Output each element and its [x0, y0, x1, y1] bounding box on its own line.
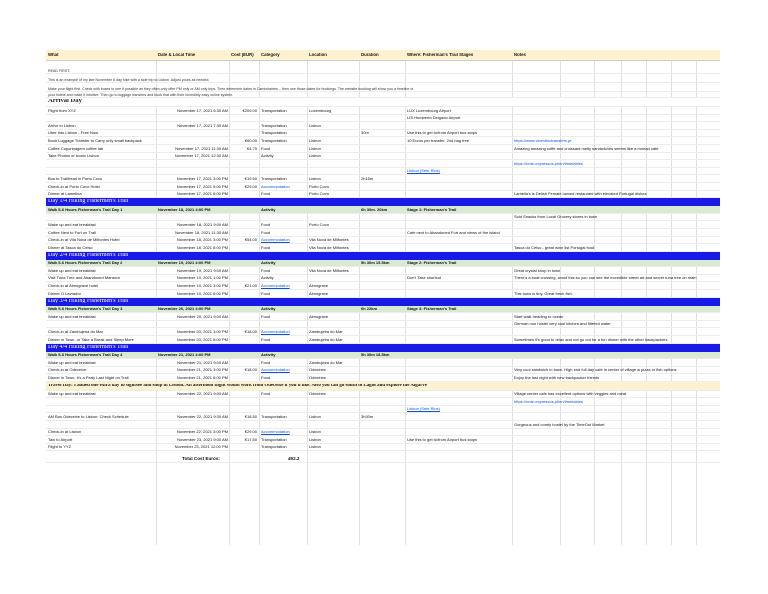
cell-date[interactable]: November 20, 2021 3:00 PM: [176, 330, 228, 335]
cell-location[interactable]: Vila Nova de Milfontes: [309, 268, 349, 273]
cell-category[interactable]: Activity: [261, 154, 274, 159]
day-4-walk-row[interactable]: [46, 352, 720, 360]
day-4-rows: [46, 359, 720, 382]
cell-what[interactable]: Flight to YYZ: [48, 445, 72, 450]
walk-cell-where[interactable]: Stage 1: Fisherman's Trail: [407, 207, 457, 212]
cell-date[interactable]: November 20, 2021 8:00 PM: [176, 337, 228, 342]
header-category[interactable]: Category: [261, 53, 280, 58]
cell-what[interactable]: Taxi to Airport: [48, 437, 73, 442]
cell-location[interactable]: Porto Covo: [309, 222, 330, 227]
day-2-walk-row[interactable]: [46, 260, 720, 268]
section-arrival-title: Arrival Day: [48, 99, 82, 104]
cell-where[interactable]: Lisbon (Sete Rios): [407, 407, 440, 412]
day-1-walk-row[interactable]: [46, 206, 720, 214]
arrival-row[interactable]: [46, 191, 720, 199]
cell-where[interactable]: Use this to get to/from Airport bus stops: [407, 437, 478, 442]
cell-cost[interactable]: €19.50: [244, 176, 257, 181]
cell-where[interactable]: Don't Take shortcut: [407, 276, 442, 281]
travelday-row[interactable]: [46, 436, 720, 444]
cell-category[interactable]: Food: [261, 291, 271, 296]
cell-cost[interactable]: €18.00: [244, 330, 257, 335]
total-row: [46, 455, 720, 463]
cell-location[interactable]: Odeceixe: [309, 376, 326, 380]
day4-row[interactable]: [46, 367, 720, 375]
cell-date[interactable]: November 18, 2021 9:00 AM: [177, 222, 228, 227]
cell-date[interactable]: November 21, 2021 3:00 PM: [176, 368, 228, 373]
cell-location[interactable]: Porto Covo: [309, 192, 330, 197]
cell-what[interactable]: Check-in at Almograve hotel: [48, 284, 99, 289]
cell-category[interactable]: Food: [261, 245, 271, 250]
cell-notes[interactable]: Sometimes it's good to relax and not go out for a fun dinner with the other backpackers: [514, 337, 668, 342]
cell-what[interactable]: Take Photos of Iconic Lisbon: [48, 154, 99, 159]
walk-cell-where[interactable]: Stage 2: Fisherman's Trail: [407, 261, 457, 266]
walk-cell-what[interactable]: Walk 5-6 Hours Fisherman's Trail Day 2: [48, 261, 123, 266]
day1-row[interactable]: [46, 221, 720, 229]
cell-cost[interactable]: €18.50: [244, 414, 257, 419]
cell-date[interactable]: November 19, 2021 8:00 PM: [176, 291, 228, 296]
spreadsheet-grid[interactable]: [46, 50, 720, 463]
section-arrival: [46, 98, 720, 107]
arrival-row[interactable]: [46, 168, 720, 176]
cell-cost[interactable]: €18.00: [244, 368, 257, 373]
cell-date[interactable]: November 17, 2021 6:30 AM: [177, 108, 228, 113]
cell-category[interactable]: Food: [261, 146, 271, 151]
travelday-row[interactable]: [46, 413, 720, 421]
cell-cost[interactable]: €29.00: [244, 184, 257, 189]
cell-category[interactable]: Accommodation: [261, 330, 290, 335]
cell-what[interactable]: Check-in at Odeceixe: [48, 368, 87, 373]
cell-date[interactable]: November 17, 2021 7:30 AM: [177, 123, 228, 128]
cell-date[interactable]: November 21, 2021 9:00 AM: [177, 360, 228, 365]
cell-cost[interactable]: €54.00: [244, 238, 257, 243]
cell-category[interactable]: Food: [261, 192, 271, 197]
walk-cell-where[interactable]: Stage 3: Fisherman's Trail: [407, 307, 457, 312]
day-banner-2: Day 2/4 Hiking Fishermen's Trail: [46, 252, 720, 260]
cell-what[interactable]: Coffee Coporinagem coffee lab: [48, 146, 104, 151]
intro-line1: This is an example of my late November 6 day hike with a side trip to Lisbon. Adjust yours as needed.: [46, 77, 720, 83]
cell-date[interactable]: November 23, 2021 12:00 PM: [174, 445, 228, 450]
day-banner-3: Day 3/4 Hiking Fishermen's Trail: [46, 298, 720, 306]
cell-location[interactable]: Zambujeira do Mar: [309, 360, 343, 365]
cell-what[interactable]: Dinner in Town, or Take a Break and Sleep More: [48, 337, 134, 342]
cell-cost[interactable]: €60.00: [244, 138, 257, 143]
walk-cell-date[interactable]: November 20, 2021 4:00 PM: [158, 307, 211, 312]
travelday-row[interactable]: [46, 444, 720, 452]
cell-category[interactable]: Accommodation: [261, 368, 290, 373]
cell-category[interactable]: Transportation: [261, 123, 287, 128]
travel-day-banner: Travel Day: I added one extra day to sightsee and shop in Lisbon. An afternoon flight would work from Odeceixe if you'd like. Also you can go south to Lagos and explore the Algarve: [46, 382, 720, 391]
day1-row[interactable]: [46, 244, 720, 252]
cell-location[interactable]: Lisbon: [309, 146, 321, 151]
cell-category[interactable]: Food: [261, 268, 271, 273]
cell-category[interactable]: Transportation: [261, 176, 287, 181]
intro-readfirst: READ FIRST:: [46, 68, 720, 74]
cell-cost[interactable]: €29.00: [244, 430, 257, 435]
cell-category[interactable]: Food: [261, 230, 271, 235]
travelday-row[interactable]: [46, 421, 720, 429]
walk-cell-date[interactable]: November 21, 2021 4:00 PM: [158, 353, 211, 358]
cell-date[interactable]: November 22, 2021 3:00 PM: [176, 430, 228, 435]
cell-where[interactable]: 10 Euros per transfer, 2nd bag free: [407, 138, 470, 143]
arrival-row[interactable]: [46, 175, 720, 183]
cell-location[interactable]: Almograve: [309, 314, 329, 319]
cell-notes[interactable]: Very cool sandwich in town. High end full day cafe in center of village w pizza or fish options: [514, 368, 677, 373]
cell-what[interactable]: AM Bus Odeceixe to Lisbon: Check Schedule: [48, 414, 129, 419]
cell-category[interactable]: Transportation: [261, 445, 287, 450]
arrival-row[interactable]: [46, 137, 720, 145]
day3-row[interactable]: [46, 328, 720, 336]
walk-cell-date[interactable]: November 18, 2021 4:00 PM: [158, 207, 211, 212]
header-location[interactable]: Location: [309, 53, 327, 58]
day1-row[interactable]: [46, 237, 720, 245]
walk-cell-duration[interactable]: 5h 30m 18.5km: [361, 353, 390, 358]
cell-date[interactable]: November 20, 2021 9:00 AM: [177, 314, 228, 319]
walk-cell-category[interactable]: Activity: [261, 307, 276, 312]
cell-location[interactable]: Lisbon: [309, 437, 321, 442]
cell-date[interactable]: November 19, 2021 3:00 PM: [176, 284, 228, 289]
cell-what[interactable]: Wake up and eat breakfast: [48, 268, 96, 273]
day2-row[interactable]: [46, 267, 720, 275]
cell-location[interactable]: Lisbon: [309, 445, 321, 450]
cell-category[interactable]: Transportation: [261, 138, 287, 143]
cell-location[interactable]: Lisbon: [309, 138, 321, 143]
cell-location[interactable]: Almograve: [309, 291, 329, 296]
travelday-row[interactable]: [46, 406, 720, 414]
day4-row[interactable]: [46, 374, 720, 382]
header-duration[interactable]: Duration: [361, 53, 379, 58]
cell-cost[interactable]: €21.00: [244, 284, 257, 289]
arrival-row[interactable]: [46, 107, 720, 115]
header-cost[interactable]: Cost (EUR): [231, 53, 254, 58]
cell-notes[interactable]: Sold Snacks from Local Grocery stores in town: [514, 215, 598, 220]
cell-location[interactable]: Lisbon: [309, 154, 321, 159]
cell-date[interactable]: November 19, 2021 9:00 AM: [177, 268, 228, 273]
cell-category[interactable]: Activity: [261, 276, 274, 281]
cell-cost[interactable]: €17.50: [244, 437, 257, 442]
walk-cell-what[interactable]: Walk 5-6 Hours Fisherman's Trail Day 3: [48, 307, 123, 312]
travelday-row[interactable]: [46, 429, 720, 437]
cell-cost[interactable]: €209.00: [242, 108, 257, 113]
day-3-rows: [46, 313, 720, 343]
cell-category[interactable]: Accommodation: [261, 184, 290, 189]
cell-notes[interactable]: German non hostel very cool kitchen and filtered water: [514, 322, 611, 327]
cell-what[interactable]: Check-in at Zambujeira du Mar: [48, 330, 103, 335]
cell-date[interactable]: November 18, 2021 8:00 PM: [176, 245, 228, 250]
cell-location[interactable]: Porto Covo: [309, 184, 330, 189]
cell-date[interactable]: November 22, 2021 9:30 AM: [177, 414, 228, 419]
day1-row[interactable]: [46, 214, 720, 222]
cell-what[interactable]: Wake up and eat breakfast: [48, 222, 96, 227]
walk-cell-what[interactable]: Walk 5-6 Hours Fisherman's Trail Day 4: [48, 353, 123, 358]
cell-location[interactable]: Almograve: [309, 284, 329, 289]
cell-duration[interactable]: 30m: [361, 131, 369, 136]
header-date[interactable]: Date & Local Time: [158, 53, 196, 58]
cell-date[interactable]: November 23, 2021 9:00 AM: [177, 437, 228, 442]
cell-location[interactable]: Lisbon: [309, 414, 321, 419]
cell-category[interactable]: Transportation: [261, 131, 287, 136]
arrival-row[interactable]: [46, 160, 720, 168]
walk-cell-category[interactable]: Activity: [261, 261, 276, 266]
total-label: Total Cost Euros:: [182, 457, 220, 462]
day-2-rows: [46, 267, 720, 297]
cell-what[interactable]: Uber into Lisbon - Free Now: [48, 131, 99, 136]
day3-row[interactable]: [46, 313, 720, 321]
cell-location[interactable]: Zambujeira do Mar: [309, 330, 343, 335]
cell-date[interactable]: November 22, 2021 9:00 AM: [177, 392, 228, 397]
day3-row[interactable]: [46, 336, 720, 344]
header-notes[interactable]: Notes: [514, 53, 526, 58]
arrival-row[interactable]: [46, 122, 720, 130]
arrival-row[interactable]: [46, 115, 720, 123]
arrival-row[interactable]: [46, 153, 720, 161]
cell-category[interactable]: Accommodation: [261, 238, 290, 243]
cell-category[interactable]: Transportation: [261, 108, 287, 113]
walk-cell-category[interactable]: Activity: [261, 353, 276, 358]
intro-line3: your hotels and make it intuitive. Then go to luggage transfers and book that with their incredibly easy online system.: [46, 92, 720, 98]
arrival-row[interactable]: [46, 145, 720, 153]
cell-where[interactable]: Lisbon (Sete Rios): [407, 169, 440, 174]
cell-notes[interactable]: Start walk heading to ocean: [514, 314, 564, 319]
travelday-row[interactable]: [46, 391, 720, 399]
cell-what[interactable]: Wake up and eat breakfast: [48, 392, 96, 397]
cell-category[interactable]: Transportation: [261, 414, 287, 419]
cell-what[interactable]: Wake up and eat breakfast: [48, 314, 96, 319]
walk-cell-what[interactable]: Walk 5-6 Hours Fisherman's Trail Day 1: [48, 207, 123, 212]
cell-category[interactable]: Accommodation: [261, 430, 290, 435]
cell-location[interactable]: Vila Nova de Milfontes: [309, 238, 349, 243]
cell-notes[interactable]: Lamelia's is Delish Female owned restaurant with elevated Portugal dishes: [514, 192, 647, 197]
cell-what[interactable]: Dinner at Tasca do Celso: [48, 245, 93, 250]
cell-location[interactable]: Lisbon: [309, 430, 321, 435]
day-1-rows: [46, 214, 720, 252]
cell-what[interactable]: Dinner at Lamelina: [48, 192, 82, 197]
cell-duration[interactable]: 3h30m: [361, 414, 374, 419]
header-row: [46, 50, 720, 61]
cell-date[interactable]: November 18, 2021 3:00 PM: [176, 238, 228, 243]
day2-row[interactable]: [46, 282, 720, 290]
walk-cell-duration[interactable]: 6h 30m. 20km: [361, 207, 388, 212]
cell-what[interactable]: Dinner in Town, it's a Party Last Night on Trail: [48, 376, 129, 380]
cell-notes[interactable]: This town is tiny. Great fresh fish.: [514, 291, 573, 296]
cell-category[interactable]: Food: [261, 392, 271, 397]
cell-what[interactable]: Flight from XYZ: [48, 108, 76, 113]
cell-category[interactable]: Food: [261, 376, 271, 380]
cell-category[interactable]: Food: [261, 222, 271, 227]
cell-date[interactable]: November 17, 2021 12:30 AM: [174, 154, 228, 159]
cell-notes[interactable]: Enjoy the last night with new backpacker friends: [514, 376, 600, 380]
cell-notes[interactable]: Tasca do Celso - great wine list Portugal food: [514, 245, 595, 250]
cell-date[interactable]: November 21, 2021 8:00 PM: [176, 376, 228, 380]
arrival-row[interactable]: [46, 130, 720, 138]
cell-what[interactable]: Check-in at Lisbon: [48, 430, 82, 435]
cell-location[interactable]: Vila Nova de Milfontes: [309, 245, 349, 250]
cell-notes[interactable]: https://rede-expressos.pt/en/timetables: [514, 161, 583, 166]
cell-date[interactable]: November 17, 2021 5:00 PM: [176, 184, 228, 189]
travel-day-rows: [46, 391, 720, 452]
arrival-rows: [46, 107, 720, 198]
day2-row[interactable]: [46, 275, 720, 283]
cell-date[interactable]: November 19, 2021 1:00 PM: [176, 276, 228, 281]
cell-notes[interactable]: Gorgeous and comfy hostel by the TimeOut Market: [514, 422, 605, 427]
cell-where[interactable]: LUX Luxembourg Airport: [407, 108, 451, 113]
header-where[interactable]: Where: Fisherman's Trail Stages: [407, 53, 474, 58]
day-banner-1: Day 1/4 Hiking Fishermen's Trail: [46, 198, 720, 206]
cell-what[interactable]: Bus to Trailhead in Porto Covo: [48, 176, 103, 181]
cell-location[interactable]: Lisbon: [309, 176, 321, 181]
cell-location[interactable]: Lisbon: [309, 123, 321, 128]
cell-location[interactable]: Zambujeira do Mar: [309, 337, 343, 342]
day4-row[interactable]: [46, 359, 720, 367]
travelday-row[interactable]: [46, 398, 720, 406]
cell-date[interactable]: November 17, 2021 3:00 PM: [176, 176, 228, 181]
cell-duration[interactable]: 2h15m: [361, 176, 374, 181]
walk-cell-duration[interactable]: 5h 30m 15.5km: [361, 261, 390, 266]
cell-what[interactable]: Check-in at Vila Nova de Milfontes Hotel: [48, 238, 120, 243]
cell-notes[interactable]: https://rede-expressos.pt/en/timetables: [514, 399, 583, 404]
cell-notes[interactable]: There's a boat crossing, avoid this so you can see the incredible street art and secret tuna tree on main: [514, 276, 697, 281]
cell-what[interactable]: Book Luggage Transfer to Carry only small backpack: [48, 138, 142, 143]
cell-location[interactable]: Odeceixe: [309, 368, 326, 373]
day-banner-4: Day 4/4 Hiking Fishermen's Trail: [46, 344, 720, 352]
cell-category[interactable]: Food: [261, 360, 271, 365]
cell-cost[interactable]: €4.75: [246, 146, 257, 151]
cell-what[interactable]: Visit Tuna Tree and Abandoned Mansion: [48, 276, 120, 281]
cell-category[interactable]: Food: [261, 337, 271, 342]
cell-what[interactable]: Check-in at Porto Covo Hotel: [48, 184, 100, 189]
walk-cell-date[interactable]: November 19, 2021 4:00 PM: [158, 261, 211, 266]
intro-line2: Make your flight first. Check with buses to see if possible as they often only offer PM only or AM only trips. Then determine dates in Caminhantes... then use those dates for bookings. The website booking will show you a timeline of: [46, 86, 720, 92]
cell-category[interactable]: Accommodation: [261, 284, 290, 289]
cell-notes[interactable]: https://www.vicentinotransfers.pt: [514, 138, 572, 143]
cell-location[interactable]: Odeceixe: [309, 392, 326, 397]
cell-notes[interactable]: Village center cafe has excellent options with veggies and meat: [514, 392, 627, 397]
cell-where[interactable]: Use this to get to/from Airport bus stops: [407, 131, 478, 136]
cell-date[interactable]: November 18, 2021 11:30 AM: [175, 230, 228, 235]
header-what[interactable]: What: [48, 53, 59, 58]
cell-where[interactable]: Cafe next to Abandoned Fort and views of the island: [407, 230, 500, 235]
arrival-row[interactable]: [46, 183, 720, 191]
cell-notes[interactable]: Great crystal shop in town: [514, 268, 561, 273]
day2-row[interactable]: [46, 290, 720, 298]
cell-date[interactable]: November 17, 2021 8:00 PM: [176, 192, 228, 197]
walk-cell-category[interactable]: Activity: [261, 207, 276, 212]
cell-what[interactable]: Wake up and eat breakfast: [48, 360, 96, 365]
total-value[interactable]: 492.2: [288, 457, 300, 462]
cell-category[interactable]: Transportation: [261, 437, 287, 442]
cell-what[interactable]: Coffee Next to Fort on Trail: [48, 230, 96, 235]
day-3-walk-row[interactable]: [46, 306, 720, 314]
walk-cell-duration[interactable]: 6h 22km: [361, 307, 378, 312]
cell-location[interactable]: Luxembourg: [309, 108, 332, 113]
day3-row[interactable]: [46, 321, 720, 329]
cell-notes[interactable]: Amazing amazing coffe and croissant melty sandwiches seems like a nomad cafe: [514, 146, 659, 151]
cell-what[interactable]: Arrive in Lisbon: [48, 123, 76, 128]
cell-what[interactable]: Dinner O Lavrador: [48, 291, 81, 296]
cell-date[interactable]: November 17, 2021 11:30 AM: [175, 146, 228, 151]
cell-category[interactable]: Food: [261, 314, 271, 319]
blank-row: [46, 61, 720, 68]
day1-row[interactable]: [46, 229, 720, 237]
cell-where[interactable]: LIS Humberto Delgado Airport: [407, 116, 461, 121]
